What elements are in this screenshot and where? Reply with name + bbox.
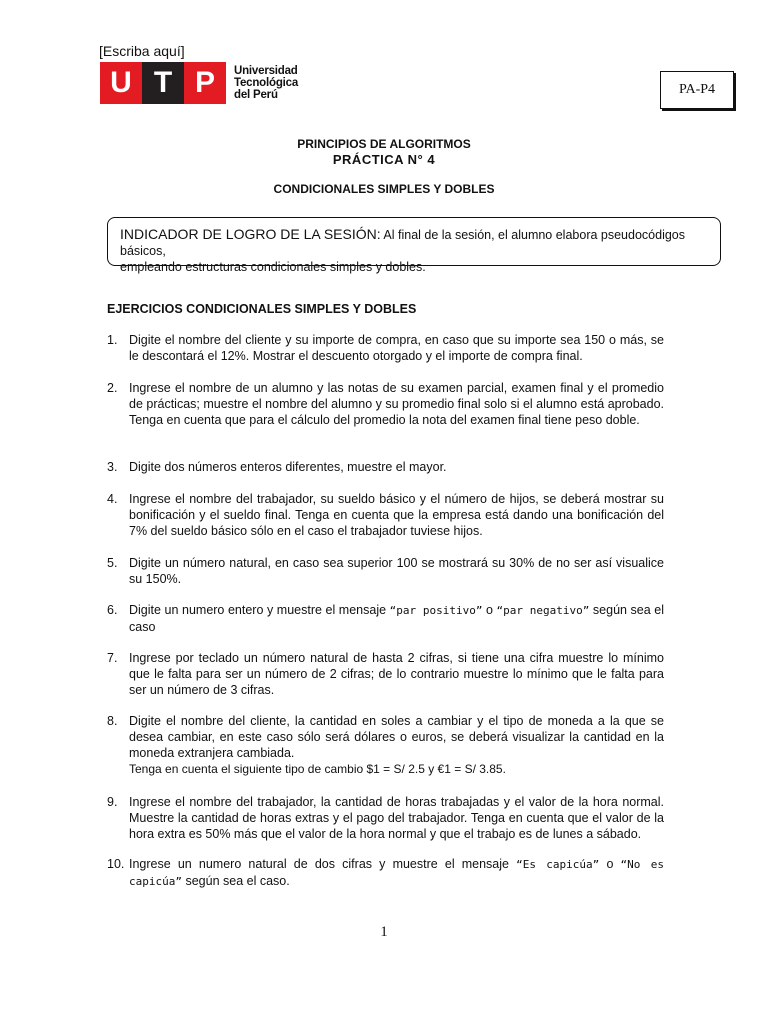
exercise-item — [107, 650, 664, 698]
exercise-item — [107, 491, 664, 539]
quoted-message: “No es capicúa” — [129, 858, 664, 888]
exercise-number: 9. — [107, 795, 118, 809]
exercise-number: 6. — [107, 603, 118, 617]
logo-line-1: Universidad — [234, 65, 298, 77]
logo-letter-u: U — [100, 62, 142, 104]
exercise-number: 2. — [107, 381, 118, 395]
exercise-text — [129, 713, 664, 777]
exercise-item — [107, 602, 664, 635]
course-title: PRINCIPIOS DE ALGORITMOS — [297, 137, 471, 151]
header-placeholder-text: [Escriba aquí] — [99, 43, 185, 59]
logo-wordmark — [234, 65, 298, 101]
exercise-text: Ingrese por teclado un número natural de hasta 2 cifras, si tiene una cifra muestre lo mínimo que le falta para ser un número de 2 cifras; de lo contrario muestre lo mínimo que le falta para ser un número de 3 cifras. — [129, 651, 664, 697]
exercise-number: 8. — [107, 714, 118, 728]
exercise-number: 10. — [107, 857, 125, 871]
indicator-text-2: empleando estructuras condicionales simples y dobles. — [120, 260, 426, 274]
exercise-text: Digite un número natural, en caso sea superior 100 se mostrará su 30% de no ser así visualice su 150%. — [129, 556, 664, 586]
exercise-number: 7. — [107, 651, 118, 665]
exercise-number: 3. — [107, 460, 118, 474]
exchange-rate-note: Tenga en cuenta el siguiente tipo de cambio $1 = S/ 2.5 y €1 = S/ 3.85. — [129, 762, 506, 776]
exercise-text: Digite dos números enteros diferentes, muestre el mayor. — [129, 460, 447, 474]
exercise-text-a: Digite un numero entero y muestre el mensaje — [129, 603, 390, 617]
exercise-item — [107, 713, 664, 777]
indicator-text-1: Al final de la sesión, el alumno elabora pseudocódigos básicos, — [120, 228, 685, 258]
exercise-text: Digite el nombre del cliente y su importe de compra, en caso que su importe sea 150 o más, se le descontará el 12%. Mostrar el descuento otorgado y el importe de compra final. — [129, 333, 664, 363]
exercise-text-b: o — [482, 603, 497, 617]
exercise-item — [107, 856, 664, 890]
logo-letter-p: P — [184, 62, 226, 104]
exercise-number: 4. — [107, 492, 118, 506]
exercise-text — [129, 602, 664, 635]
exercise-item — [107, 332, 664, 364]
utp-logo — [100, 62, 298, 104]
practice-title: PRÁCTICA N° 4 — [332, 152, 436, 167]
exercise-number: 5. — [107, 556, 118, 570]
logo-line-3: del Perú — [234, 89, 278, 101]
document-code-box — [660, 71, 734, 109]
exercise-item — [107, 459, 664, 475]
achievement-indicator-box — [107, 217, 721, 274]
logo-line-2: Tecnológica — [234, 77, 299, 89]
quoted-message: “Es capicúa” — [516, 858, 600, 871]
exercise-text-a: Ingrese un numero natural de dos cifras y muestre el mensaje — [129, 857, 517, 871]
indicator-label: INDICADOR DE LOGRO DE LA SESIÓN: — [120, 226, 381, 242]
exercise-text: Ingrese el nombre del trabajador, la cantidad de horas trabajadas y el valor de la hora normal. Muestre la cantidad de horas extras y el pago del trabajador. Tenga en cuenta que el valor de la hora extra es 50% más que el valor de la hora normal y que el trabajo es de lunes a sábado. — [129, 795, 664, 841]
topic-title: CONDICIONALES SIMPLES Y DOBLES — [273, 182, 495, 196]
page-number: 1 — [380, 924, 388, 940]
logo-letter-t: T — [142, 62, 184, 104]
exercise-item — [107, 794, 664, 842]
quoted-message: “par negativo” — [496, 604, 590, 617]
document-code: PA-P4 — [678, 82, 716, 97]
exercise-text: Ingrese el nombre del trabajador, su sueldo básico y el número de hijos, se deberá mostrar su bonificación y el sueldo final. Tenga en cuenta que la empresa está dando una bonificación del 7% del sueldo básico sólo en el caso el trabajador tuviese hijos. — [129, 492, 664, 538]
exercise-item — [107, 555, 664, 587]
quoted-message: “par positivo” — [389, 604, 483, 617]
exercise-item — [107, 380, 664, 428]
exercise-text-c: según sea el caso. — [181, 874, 290, 888]
exercise-text: Ingrese el nombre de un alumno y las notas de su examen parcial, examen final y el promedio de prácticas; muestre el nombre del alumno y su promedio final solo si el alumno está aprobado. Tenga en cuenta que para el cálculo del promedio la nota del examen final tiene peso doble. — [129, 381, 665, 427]
exercise-number: 1. — [107, 333, 118, 347]
exercise-text-b: o — [599, 857, 621, 871]
section-heading: EJERCICIOS CONDICIONALES SIMPLES Y DOBLES — [107, 302, 417, 316]
exercise-text — [129, 856, 664, 890]
exercise-text-main: Digite el nombre del cliente, la cantidad en soles a cambiar y el tipo de moneda a la que se desea cambiar, en este caso sólo será dólares o euros, se deberá visualizar la cantidad en la moneda extranjera cambiada. — [129, 714, 664, 760]
exercise-text-c: según sea el caso — [129, 603, 664, 634]
